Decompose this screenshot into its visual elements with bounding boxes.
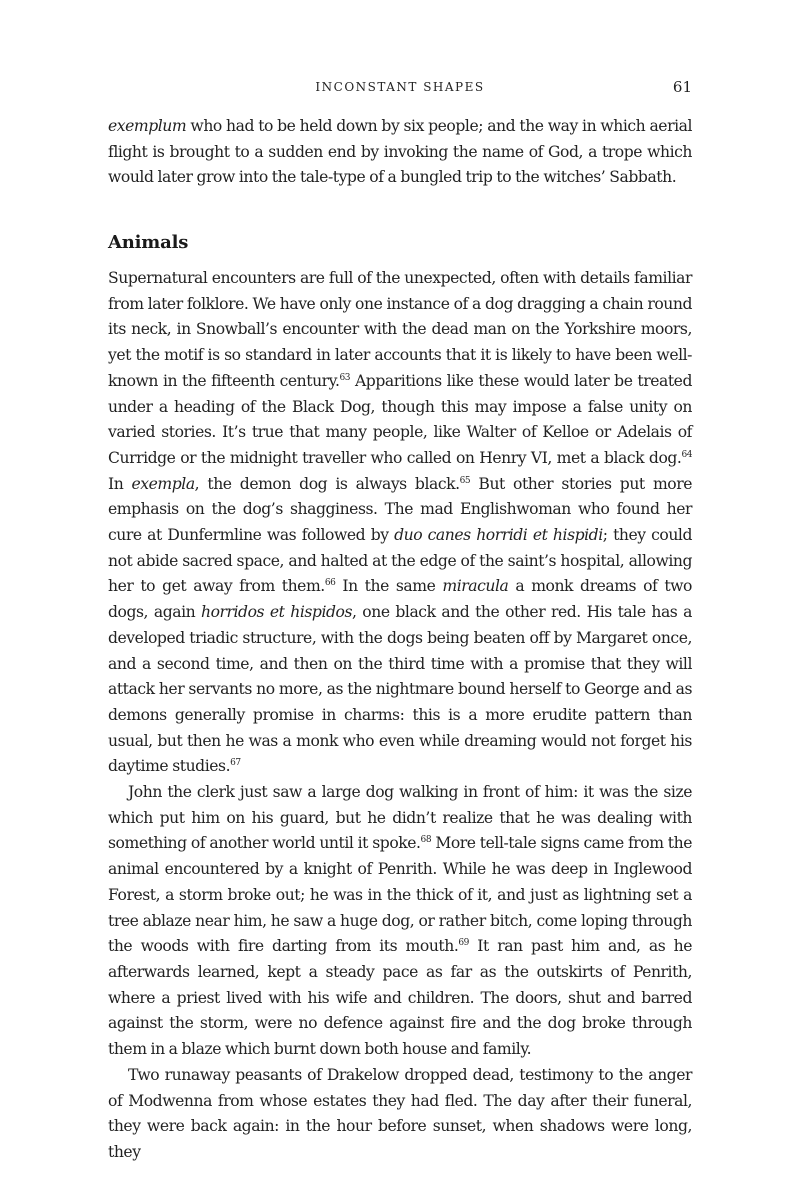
paragraph-3: Two runaway peasants of Drakelow dropped dead, testimony to the anger of Modwenna from whose estates they had fled. The day after their funeral, they were back again: in the hour before sunset, when shadows were long, they (108, 1065, 692, 1161)
footnote-ref: 65 (459, 475, 471, 486)
paragraph-1: Supernatural encounters are full of the unexpected, often with details familiar from later folklore. We have only one instance of a dog dragging a chain round its neck, in Snowball’s encounter with the dead man on the Yorkshire moors, yet the motif is so standard in later accounts that it is likely to have been well-known in the fifteenth century.$^{63}$ Apparitions like these would later be treated under a heading of the Black Dog, though this may impose a false unity on varied stories. It’s true that many people, like Walter of Kelloe or Adelais of Curridge or the midnight traveller who called on Henry VI, met a black dog.$^{64}$ In exempla, the demon dog is always black.$^{65}$ But other stories put more emphasis on the dog’s shagginess. The mad Englishwoman who found her cure at Dunfermline was followed by duo canes horridi et hispidi; they could not abide sacred space, and halted at the edge of the saint’s hospital, allowing her to get away from them.$^{66}$ In the same miracula a monk dreams of two dogs, again horridos et hispidos, one black and the other red. His tale has a developed triadic structure, with the dogs being beaten off by Margaret once, and a second time, and then on the third time with a promise that they will attack her servants no more, as the nightmare bound herself to George and as demons generally promise in charms: this is a more erudite pattern than usual, but then he was a monk who even while dreaming would not forget his daytime studies.$^{67}$ (108, 269, 692, 776)
paragraph-2: John the clerk just saw a large dog walking in front of him: it was the size which put him on his guard, but he didn’t realize that he was dealing with something of another world until it spoke.$^{68}$ More tell-tale signs came from the animal encountered by a knight of Penrith. While he was deep in Inglewood Forest, a storm broke out; he was in the thick of it, and just as lightning set a tree ablaze near him, he saw a huge dog, or rather bitch, come loping through the woods with fire darting from its mouth.$^{69}$ It ran past him and, as he afterwards learned, kept a steady pace as far as the outskirts of Penrith, where a priest lived with his wife and children. The doors, shut and barred against the storm, were no defence against fire and the dog broke through them in a blaze which burnt down both house and family. (108, 783, 692, 1059)
footnote-ref: 67 (230, 758, 241, 769)
page-number: 61 (672, 78, 692, 96)
running-head (108, 76, 692, 98)
footnote-ref: 66 (324, 578, 336, 589)
footnote-ref: 63 (339, 372, 351, 383)
running-title: INCONSTANT SHAPES (315, 80, 485, 94)
footnote-ref: 68 (420, 835, 432, 846)
book-page (108, 0, 692, 1200)
opening-paragraph: exemplum who had to be held down by six people; and the way in which aerial flight is brought to a sudden end by invoking the name of God, a trope which would later grow into the tale-type of a bungled trip to the witches’ Sabbath. (108, 117, 692, 187)
continued-text-block (108, 114, 692, 191)
section-heading: Animals (108, 232, 189, 253)
footnote-ref: 64 (681, 449, 692, 460)
footnote-ref: 69 (458, 938, 469, 949)
section-body (108, 266, 692, 1166)
